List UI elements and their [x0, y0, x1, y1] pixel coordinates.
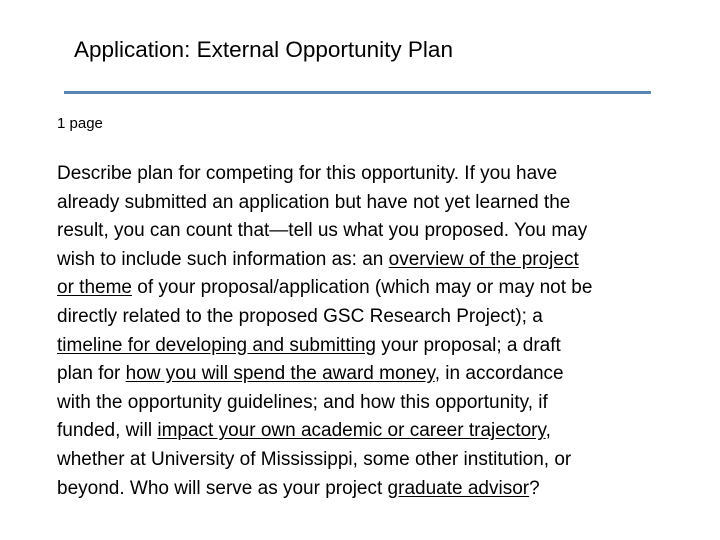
- text-run: funded, will: [57, 420, 158, 442]
- paragraph-line: [57, 360, 697, 389]
- instructions-paragraph: [57, 160, 697, 503]
- text-run: , in accordance: [434, 363, 564, 385]
- slide-title: Application: External Opportunity Plan: [74, 37, 453, 62]
- paragraph-line: [57, 189, 697, 218]
- text-run: your proposal; a draft: [375, 334, 561, 356]
- paragraph-line: [57, 160, 697, 189]
- paragraph-line: [57, 446, 697, 475]
- paragraph-line: [57, 217, 697, 246]
- text-run: result, you can count that—tell us what you proposed. You may: [57, 220, 588, 242]
- paragraph-line: [57, 246, 697, 275]
- page-limit-note: 1 page: [57, 115, 103, 132]
- text-run: Describe plan for competing for this opportunity. If you have: [57, 163, 558, 184]
- underlined-phrase: graduate advisor: [387, 477, 530, 499]
- text-run: ,: [545, 420, 551, 442]
- underlined-phrase: impact your own academic or career trajectory: [157, 420, 546, 442]
- paragraph-line: [57, 332, 697, 361]
- underlined-phrase: overview of the project: [388, 248, 579, 270]
- underlined-phrase: how you will spend the award money: [125, 363, 435, 385]
- underlined-phrase: timeline for developing and submitting: [57, 334, 376, 356]
- text-run: ?: [529, 477, 540, 499]
- text-run: wish to include such information as: an: [57, 248, 389, 270]
- text-run: whether at University of Mississippi, some other institution, or: [57, 448, 572, 470]
- text-run: with the opportunity guidelines; and how this opportunity, if: [57, 391, 548, 413]
- title-divider: [64, 91, 651, 94]
- paragraph-line: [57, 303, 697, 332]
- paragraph-line: [57, 417, 697, 446]
- paragraph-line: [57, 389, 697, 418]
- paragraph-line: [57, 274, 697, 303]
- paragraph-line: [57, 475, 697, 504]
- text-run: plan for: [57, 363, 126, 385]
- text-run: beyond. Who will serve as your project: [57, 477, 388, 499]
- text-run: of your proposal/application (which may or may not be: [131, 277, 593, 299]
- underlined-phrase: or theme: [57, 277, 132, 299]
- text-run: directly related to the proposed GSC Research Project); a: [57, 305, 543, 327]
- text-run: already submitted an application but have not yet learned the: [57, 191, 571, 213]
